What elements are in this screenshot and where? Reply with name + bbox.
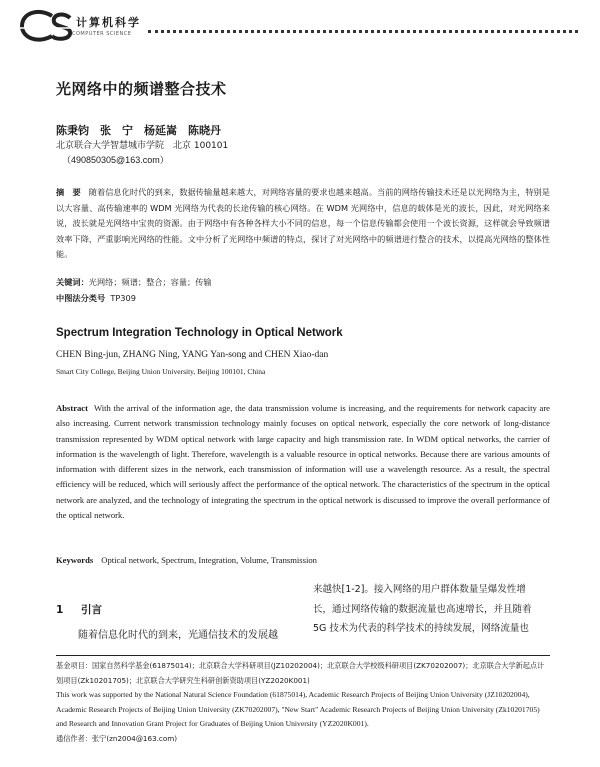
journal-name: 计算机科学 (76, 16, 141, 29)
clc-value: TP309 (110, 293, 136, 303)
affiliation-en: Smart City College, Beijing Union University, Beijing 100101, China (56, 367, 266, 376)
abstract-cn (56, 185, 550, 263)
intro-paragraph-left: 随着信息化时代的到来，光通信技术的发展越 (78, 630, 278, 641)
keywords-cn (56, 277, 212, 288)
abstract-en-label: Abstract (56, 403, 88, 413)
author-email: （490850305@163.com） (62, 155, 169, 165)
keywords-cn-text: 光网络；频谱；整合；容量；传输 (88, 277, 212, 287)
corresponding-author: 通信作者：张宁(zn2004@163.com) (56, 733, 178, 743)
footnotes (56, 659, 550, 746)
keywords-cn-label: 关键词： (56, 277, 89, 287)
intro-line: 来越快[1-2]。接入网络的用户群体数量呈爆发性增 (313, 584, 526, 595)
abstract-en-text: With the arrival of the information age, the data transmission volume is increasing, and the requirements for network capacity are also increasing. Current network transmission technology mainly focuses on optical network, especially the core network of long-distance transmission represented by WDM optical network with large capacity and high transmission rate. In WDM optical networks, the carrier of information is the wavelength of light. Therefore, wavelength is a valuable resource in optical networks. Because there are various amounts of information with different sizes in the network, each transmission of information will use a wavelength resource. As a result, the spectral efficiency will be reduced, which will seriously affect the performance of the optical network. The characteristics of the spectrum in the optical network are analyzed, and the technology of integrating the spectrum in the optical network is discussed to improve the overall performance of the optical network. (56, 403, 550, 521)
section-number: 1 (56, 604, 64, 616)
affiliation-cn: 北京联合大学智慧城市学院 北京 100101 (56, 141, 229, 151)
intro-line: 长，通过网络传输的数据流量也高速增长，并且随着 (313, 603, 532, 615)
footnote-divider (56, 655, 550, 656)
clc-number (56, 293, 136, 304)
section-heading-intro (56, 602, 102, 617)
article-title-cn: 光网络中的频谱整合技术 (56, 80, 227, 98)
journal-subtitle: COMPUTER SCIENCE (72, 31, 132, 37)
keywords-en-label: Keywords (56, 555, 94, 565)
keywords-en-text: Optical network, Spectrum, Integration, Volume, Transmission (101, 555, 317, 565)
header-divider (148, 30, 578, 33)
funding-en: This work was supported by the National Natural Science Foundation (61875014), Academic Research Projects of Beijing Union University (JZ10202004), Academic Research Projects of Beijing Union University (ZK70202007), "New Start" Academic Research Projects of Beijing Union University (Zk10201705) and Research and Innovation Grant Project for Graduates of Beijing Union University (YZ2020K001). (56, 690, 540, 728)
abstract-cn-text: 随着信息化时代的到来，数据传输量越来越大，对网络容量的要求也越来越高。当前的网络传输技术还是以光网络为主，特别是以大容量、高传输速率的 WDM 光网络为代表的长途传输的核心网络。在 WDM 光网络中，信息的载体是光的波长，因此，对光网络来说，波长就是光网络中宝贵的资源。由于网络中有各种各样大小不同的信息，每一个信息传输都会使用一个波长资源，这样就会导致频谱效率下降，严重影响光网络的性能。文中分析了光网络中频谱的特点，探讨了对光网络中的频谱进行整合的技术，以提高光网络的整体性能。 (56, 187, 550, 259)
keywords-en (56, 555, 317, 565)
authors-cn: 陈秉钧 张 宁 杨延嵩 陈晓丹 (56, 124, 221, 137)
article-title-en: Spectrum Integration Technology in Optical Network (56, 327, 343, 339)
clc-label: 中图法分类号 (56, 293, 106, 303)
funding-cn: 基金项目：国家自然科学基金(61875014)；北京联合大学科研项目(JZ10202004)；北京联合大学校级科研项目(ZK70202007)；北京联合大学新起点计划项目(Zk10201705)；北京联合大学研究生科研创新资助项目(YZ2020K001) (56, 661, 545, 685)
section-title: 引言 (80, 604, 102, 616)
abstract-cn-label: 摘 要 (56, 187, 81, 197)
abstract-en (56, 401, 550, 523)
authors-en: CHEN Bing-jun, ZHANG Ning, YANG Yan-song and CHEN Xiao-dan (56, 350, 329, 360)
intro-paragraph-right (313, 580, 553, 639)
journal-logo-mark (18, 6, 78, 46)
intro-line: 5G 技术为代表的科学技术的持续发展，网络流量也 (313, 623, 529, 634)
